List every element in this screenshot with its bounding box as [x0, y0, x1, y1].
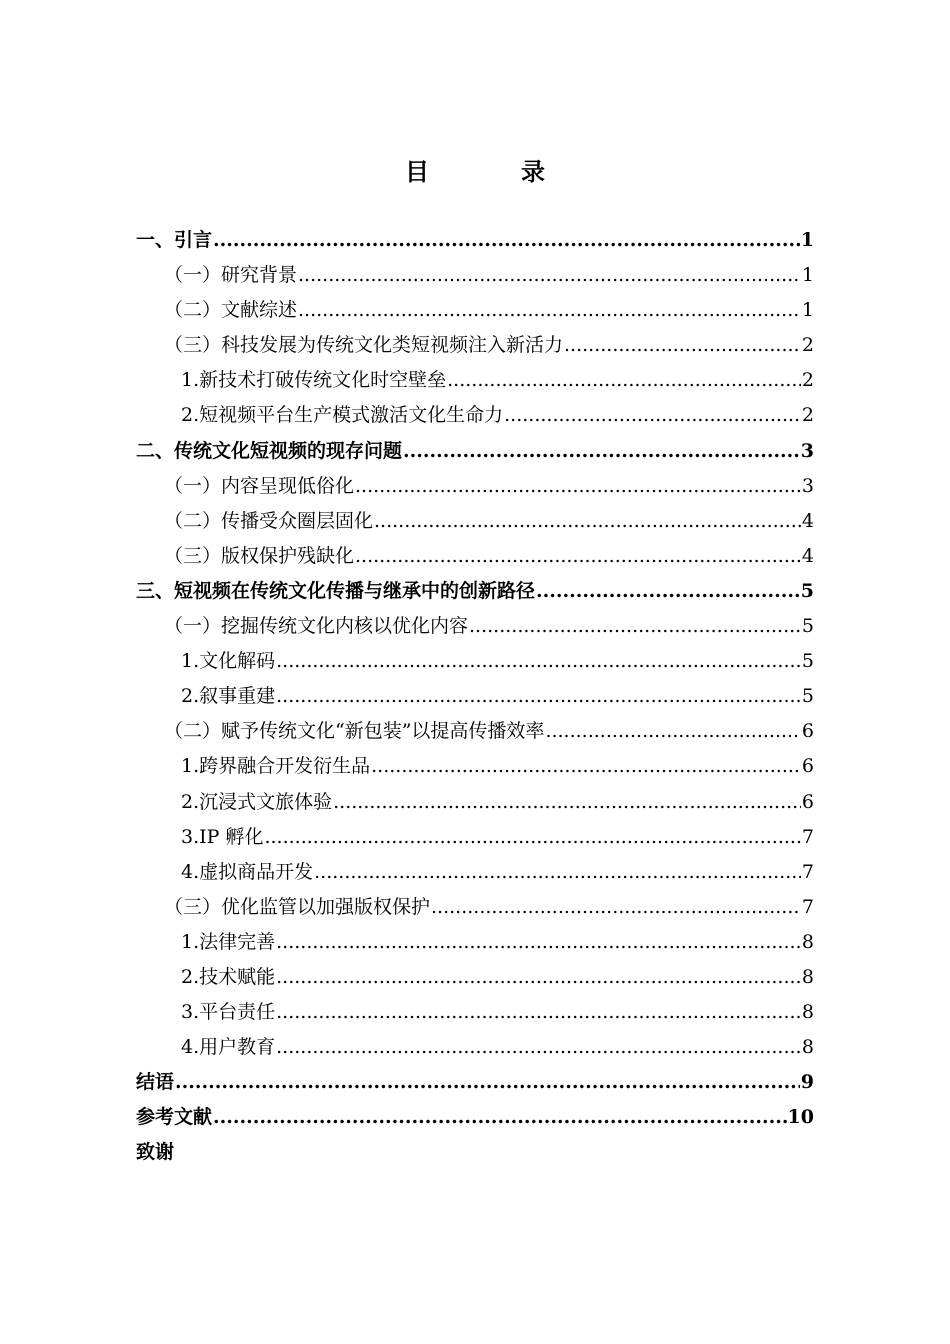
toc-entry-text: 1.法律完善	[181, 930, 276, 953]
toc-dot-leader	[314, 855, 801, 890]
toc-entry-page-number: 6	[801, 720, 814, 743]
toc-dot-leader	[355, 469, 801, 504]
toc-dot-leader	[355, 539, 801, 574]
toc-entry-page-number: 8	[801, 965, 814, 988]
toc-entry-text: （三）科技发展为传统文化类短视频注入新活力	[164, 334, 564, 357]
toc-entry[interactable]	[136, 749, 814, 784]
toc-dot-leader	[545, 714, 800, 749]
toc-entry-text: 2.短视频平台生产模式激活文化生命力	[181, 404, 504, 427]
toc-dot-leader	[504, 398, 801, 433]
toc-entry[interactable]	[136, 1065, 814, 1100]
toc-dot-leader	[175, 1065, 800, 1100]
toc-entry-text: 致谢	[136, 1141, 175, 1164]
toc-entry[interactable]	[136, 960, 814, 995]
toc-dot-leader	[276, 1030, 801, 1065]
toc-entry-page-number: 7	[801, 860, 814, 883]
toc-dot-leader	[564, 328, 801, 363]
toc-dot-leader	[447, 363, 801, 398]
toc-entry[interactable]	[136, 714, 814, 749]
toc-title-char-1: 目	[405, 157, 429, 186]
toc-entry-page-number: 1	[801, 264, 814, 287]
toc-entry-text: （三）版权保护残缺化	[164, 544, 355, 567]
toc-entry-text: （二）文献综述	[164, 299, 298, 322]
toc-entry[interactable]	[136, 328, 814, 363]
toc-entry-page-number: 3	[800, 439, 814, 462]
toc-entry[interactable]	[136, 223, 814, 258]
toc-entry[interactable]	[136, 504, 814, 539]
toc-dot-leader	[431, 890, 801, 925]
toc-entry[interactable]	[136, 434, 814, 469]
toc-entry-page-number: 8	[801, 1001, 814, 1024]
toc-dot-leader	[276, 679, 801, 714]
toc-entry[interactable]	[136, 539, 814, 574]
toc-dot-leader	[333, 785, 801, 820]
toc-entry-page-number: 6	[801, 755, 814, 778]
toc-entry-page-number: 7	[801, 825, 814, 848]
toc-entry-page-number: 4	[801, 509, 814, 532]
toc-entry-text: 2.沉浸式文旅体验	[181, 790, 333, 813]
toc-title	[0, 152, 950, 187]
toc-entry-text: 结语	[136, 1071, 175, 1094]
toc-entry-page-number: 5	[801, 650, 814, 673]
toc-entry-page-number: 5	[801, 685, 814, 708]
toc-entry-page-number: 5	[800, 579, 814, 602]
toc-entry-text: 3.平台责任	[181, 1001, 276, 1024]
table-of-contents	[136, 223, 814, 1171]
toc-dot-leader	[371, 749, 801, 784]
toc-entry-page-number: 1	[801, 299, 814, 322]
toc-dot-leader	[276, 960, 801, 995]
toc-entry-text: 1.新技术打破传统文化时空壁垒	[181, 369, 447, 392]
toc-entry[interactable]	[136, 574, 814, 609]
toc-entry-page-number: 3	[801, 474, 814, 497]
toc-dot-leader	[276, 644, 801, 679]
toc-entry-page-number: 8	[801, 1036, 814, 1059]
toc-entry-page-number: 8	[801, 930, 814, 953]
toc-entry[interactable]	[136, 363, 814, 398]
toc-entry[interactable]	[136, 1030, 814, 1065]
toc-entry-page-number: 4	[801, 544, 814, 567]
toc-entry[interactable]	[136, 890, 814, 925]
toc-entry[interactable]	[136, 258, 814, 293]
toc-dot-leader	[276, 995, 801, 1030]
toc-entry-text: 参考文献	[136, 1106, 213, 1129]
toc-entry-page-number: 2	[801, 404, 814, 427]
toc-entry-text: 一、引言	[136, 229, 213, 251]
toc-entry-text: 二、传统文化短视频的现存问题	[136, 439, 403, 462]
toc-entry-page-number: 1	[800, 229, 814, 251]
toc-entry-text: （三）优化监管以加强版权保护	[164, 895, 431, 918]
toc-title-char-2: 录	[521, 157, 545, 186]
toc-entry[interactable]	[136, 398, 814, 433]
toc-entry-page-number: 7	[801, 895, 814, 918]
toc-entry-text: 3.IP 孵化	[181, 825, 264, 848]
toc-entry-page-number: 10	[787, 1106, 814, 1129]
toc-entry-text: （一）内容呈现低俗化	[164, 474, 355, 497]
toc-dot-leader	[298, 293, 801, 328]
toc-entry-text: （二）传播受众圈层固化	[164, 509, 374, 532]
toc-dot-leader	[264, 820, 800, 855]
toc-entry-text: （一）挖掘传统文化内核以优化内容	[164, 615, 469, 638]
toc-dot-leader	[469, 609, 801, 644]
toc-entry-page-number: 5	[801, 615, 814, 638]
toc-dot-leader	[403, 434, 800, 469]
toc-entry-text: 4.虚拟商品开发	[181, 860, 314, 883]
toc-entry-text: 4.用户教育	[181, 1036, 276, 1059]
toc-entry[interactable]	[136, 820, 814, 855]
toc-entry[interactable]	[136, 785, 814, 820]
toc-entry-text: 1.跨界融合开发衍生品	[181, 755, 371, 778]
toc-entry[interactable]	[136, 855, 814, 890]
toc-entry-text: （二）赋予传统文化“新包装”以提高传播效率	[164, 720, 545, 743]
toc-entry[interactable]	[136, 644, 814, 679]
toc-dot-leader	[374, 504, 801, 539]
toc-entry[interactable]	[136, 995, 814, 1030]
toc-entry-text: 1.文化解码	[181, 650, 276, 673]
toc-entry-page-number: 6	[801, 790, 814, 813]
toc-entry[interactable]	[136, 609, 814, 644]
toc-entry[interactable]	[136, 1100, 814, 1135]
toc-entry-text: 三、短视频在传统文化传播与继承中的创新路径	[136, 579, 536, 602]
toc-entry-page-number: 9	[800, 1071, 814, 1094]
toc-dot-leader	[213, 1100, 787, 1135]
toc-entry-page-number: 2	[801, 369, 814, 392]
toc-dot-leader	[298, 258, 801, 293]
toc-entry-page-number: 2	[801, 334, 814, 357]
toc-dot-leader	[213, 223, 800, 258]
toc-dot-leader	[276, 925, 801, 960]
toc-entry[interactable]	[136, 469, 814, 504]
toc-entry[interactable]	[136, 679, 814, 714]
toc-entry-text: 2.叙事重建	[181, 685, 276, 708]
toc-entry-text: 2.技术赋能	[181, 965, 276, 988]
toc-entry[interactable]	[136, 925, 814, 960]
toc-dot-leader	[536, 574, 800, 609]
toc-entry[interactable]	[136, 1135, 814, 1170]
toc-entry[interactable]	[136, 293, 814, 328]
toc-entry-text: （一）研究背景	[164, 264, 298, 287]
